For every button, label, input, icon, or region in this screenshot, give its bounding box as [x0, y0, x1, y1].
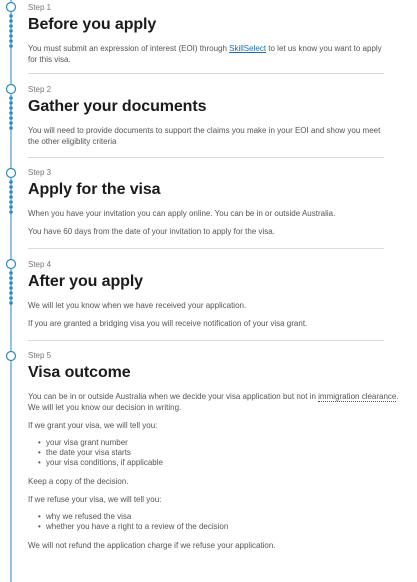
progress-dot-icon	[9, 106, 13, 110]
progress-dot-icon	[9, 29, 13, 33]
progress-dot-icon	[9, 271, 13, 275]
progress-dot-icon	[9, 301, 13, 305]
progress-dot-icon	[9, 185, 13, 189]
progress-dot-icon	[9, 210, 13, 214]
text: to let us know you want to apply for this visa.	[28, 44, 382, 64]
step-4	[28, 260, 384, 336]
step-title: Apply for the visa	[28, 181, 161, 198]
progress-dot-icon	[9, 44, 13, 48]
step-title: Before you apply	[28, 16, 157, 33]
step-2-marker-icon	[7, 85, 16, 94]
immigration-clearance-term[interactable]: immigration clearance	[318, 392, 397, 401]
divider	[28, 73, 384, 74]
progress-dot-icon	[9, 126, 13, 130]
progress-dot-icon	[9, 296, 13, 300]
refuse-list	[28, 512, 412, 532]
progress-dot-icon	[9, 281, 13, 285]
progress-dot-icon	[9, 14, 13, 18]
step-paragraph	[28, 391, 412, 413]
list-item: • the date your visa starts	[38, 448, 412, 458]
step-paragraph: We will let you know when we have received your application.	[28, 301, 247, 310]
progress-dot-icon	[9, 39, 13, 43]
progress-dot-icon	[9, 101, 13, 105]
step-4-marker-icon	[7, 260, 16, 269]
progress-dot-icon	[9, 190, 13, 194]
step-label: Step 3	[28, 168, 52, 177]
step-body	[28, 391, 412, 551]
step-5-marker-icon	[7, 352, 16, 361]
step-paragraph: If you are granted a bridging visa you will receive notification of your visa grant.	[28, 319, 308, 328]
step-1	[28, 3, 384, 72]
divider	[28, 248, 384, 249]
step-3	[28, 168, 384, 244]
list-item: • your visa grant number	[38, 438, 412, 448]
step-paragraph: You will need to provide documents to support the claims you make in your EOI and show you meet the other eligiblity criteria	[28, 126, 381, 146]
step-paragraph	[28, 43, 384, 65]
list-item: • your visa conditions, if applicable	[38, 458, 412, 468]
divider	[28, 157, 384, 158]
list-item: • whether you have a right to a review of the decision	[38, 522, 412, 532]
step-title: Gather your documents	[28, 98, 207, 115]
progress-dot-icon	[9, 116, 13, 120]
step-title: Visa outcome	[28, 364, 131, 381]
step-1-marker-icon	[7, 3, 16, 12]
step-label: Step 5	[28, 351, 52, 360]
step-paragraph: When you have your invitation you can apply online. You can be in or outside Australia.	[28, 209, 336, 218]
progress-dot-icon	[9, 195, 13, 199]
progress-dot-icon	[9, 96, 13, 100]
progress-dot-icon	[9, 111, 13, 115]
step-body	[28, 125, 384, 147]
progress-dot-icon	[9, 121, 13, 125]
progress-dot-icon	[9, 180, 13, 184]
step-body	[28, 208, 384, 237]
step-2	[28, 85, 384, 154]
progress-dot-icon	[9, 276, 13, 280]
refuse-intro: If we refuse your visa, we will tell you:	[28, 495, 162, 504]
skillselect-link[interactable]: SkillSelect	[229, 44, 267, 53]
step-5	[28, 351, 412, 558]
text: . We will let you know our decision in writing.	[28, 392, 399, 412]
progress-dot-icon	[9, 205, 13, 209]
keep-copy-text: Keep a copy of the decision.	[28, 477, 129, 486]
grant-list	[28, 438, 412, 468]
progress-dot-icon	[9, 200, 13, 204]
progress-dot-icon	[9, 291, 13, 295]
text: You must submit an expression of interest (EOI) through	[28, 44, 230, 53]
list-item: • why we refused the visa	[38, 512, 412, 522]
step-label: Step 1	[28, 3, 52, 12]
step-label: Step 4	[28, 260, 52, 269]
progress-dot-icon	[9, 24, 13, 28]
step-title: After you apply	[28, 273, 143, 290]
step-label: Step 2	[28, 85, 52, 94]
step-body	[28, 43, 384, 65]
grant-intro: If we grant your visa, we will tell you:	[28, 421, 158, 430]
no-refund-text: We will not refund the application charge if we refuse your application.	[28, 541, 276, 550]
text: You can be in or outside Australia when we decide your visa application but not in	[28, 392, 319, 401]
progress-dot-icon	[9, 34, 13, 38]
step-3-marker-icon	[7, 169, 16, 178]
step-body	[28, 300, 384, 329]
progress-timeline	[0, 0, 24, 582]
divider	[28, 340, 384, 341]
step-paragraph: You have 60 days from the date of your invitation to apply for the visa.	[28, 227, 275, 236]
progress-dot-icon	[9, 19, 13, 23]
progress-dot-icon	[9, 286, 13, 290]
